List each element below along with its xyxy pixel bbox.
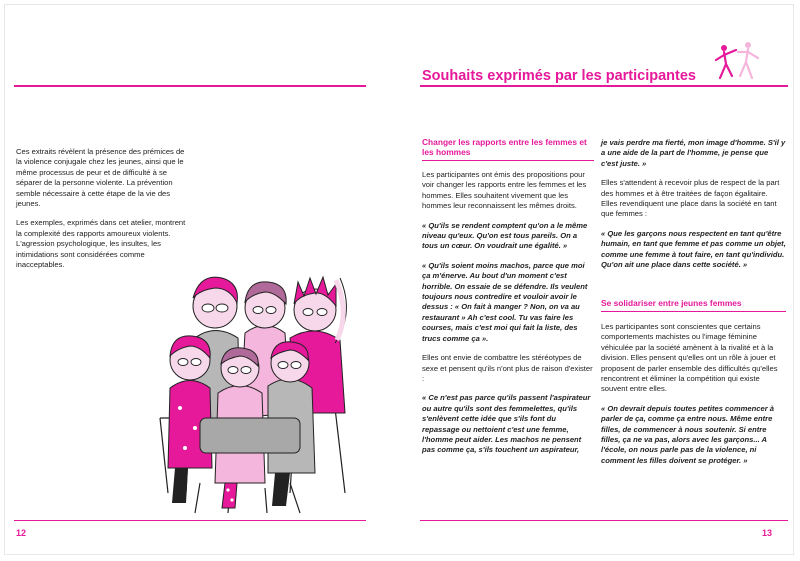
left-bottom-rule bbox=[14, 520, 366, 521]
col2-quote-1: « Que les garçons nous respectent en tant qu'être humain, en tant que femme et pas comme un objet, comme une femme à tout faire, en tant qu'individu. Qu'on ait une place dans cette société. » bbox=[601, 228, 786, 270]
section-heading-rule bbox=[422, 160, 594, 161]
col2-quote-2: « On devrait depuis toutes petites commencer à parler de ça, comme ça entre nous. Même entre filles, de commencer à nous soutenir. Si entre filles, ça ne va pas, alors avec les garçons... A l'école, on nous parle pas de la violence, ni comment les filles doivent se protéger. » bbox=[601, 403, 775, 465]
right-column-2 bbox=[601, 138, 786, 279]
col1-quote-2: « Qu'ils soient moins machos, parce que moi ça m'énerve. Au bout d'un moment c'est horrible. On essaie de se défendre. Ils veulent toujours nous contredire et vouloir avoir le dessus : « On fait à manger ? Non, on va au restaurant » Ah c'est cool. Tu vas faire les courses, mais c'est moi qui fait la liste, des trucs comme ça ». bbox=[422, 260, 588, 343]
dancing-figures-logo bbox=[712, 40, 762, 84]
women-group-illustration bbox=[140, 268, 365, 516]
col1-quote-1: « Qu'ils se rendent comptent qu'on a le même niveau qu'eux. Qu'on est tous pareils. On a tous un cœur. On voudrait une égalité. » bbox=[422, 220, 588, 251]
col2-paragraph-1: Elles s'attendent à recevoir plus de respect de la part des hommes et à être traitées de façon égalitaire. Elles revendiquent une place dans la société en tant que femmes : bbox=[601, 178, 780, 219]
right-column-1 bbox=[422, 170, 594, 465]
left-paragraph-2: Les exemples, exprimés dans cet atelier, montrent la complexité des rapports amoureux violents. L'agression psychologique, les insultes, les intimidations sont considérées comme inacceptables. bbox=[16, 218, 186, 270]
left-page-number: 12 bbox=[16, 528, 27, 538]
left-paragraph-1: Ces extraits révèlent la présence des prémices de la violence conjugale chez les jeunes, ainsi que le même processus de peur et de difficulté à se séparer de la personne violente. La prévention semble nécessaire à cette étape de la vie des jeunes. bbox=[16, 147, 185, 209]
section-heading-solidariser: Se solidariser entre jeunes femmes bbox=[601, 298, 742, 308]
left-text-block bbox=[16, 147, 190, 279]
col2-paragraph-2: Les participantes sont conscientes que certains comportements machistes ou l'image féminine véhiculée par la société amènent à la rivalité et à la division. Elles pensent qu'elles ont un rôle à jouer et proposent de parler ensemble des difficultés qu'elles rencontrent et éliminer la compétition qui existe souvent entre elles. bbox=[601, 322, 778, 394]
section-heading-rapports: Changer les rapports entre les femmes et les hommes bbox=[422, 137, 587, 157]
col2-quote-continued: je vais perdre ma fierté, mon image d'homme. S'il y a une aide de la part de l'homme, je pense que c'est juste. » bbox=[601, 138, 786, 168]
page-title: Souhaits exprimés par les participantes bbox=[422, 68, 696, 84]
col1-paragraph-1: Les participantes ont émis des propositions pour voir changer les rapports entre les femmes et les hommes. Elles souhaitent vivement que les hommes leur reconnaissent les mêmes droits. bbox=[422, 170, 587, 211]
right-column-2-lower bbox=[601, 322, 786, 475]
col1-paragraph-2: Elles ont envie de combattre les stéréotypes de sexe et pensent qu'ils n'ont plus de raison d'exister : bbox=[422, 353, 593, 383]
right-top-rule bbox=[420, 85, 788, 87]
right-page-number: 13 bbox=[762, 528, 773, 538]
col1-quote-3: « Ce n'est pas parce qu'ils passent l'aspirateur ou autre qu'ils sont des femmelettes, qu'ils s'enlèvent cette idée que s'ils font du repassage ou nettoient c'est une femme, l'homme peut aider. Les machos ne pensent pas comme ça, s'ils touchent un aspirateur, bbox=[422, 393, 591, 455]
left-top-rule bbox=[14, 85, 366, 87]
right-bottom-rule bbox=[420, 520, 788, 521]
section-heading-rule-2 bbox=[601, 311, 786, 312]
